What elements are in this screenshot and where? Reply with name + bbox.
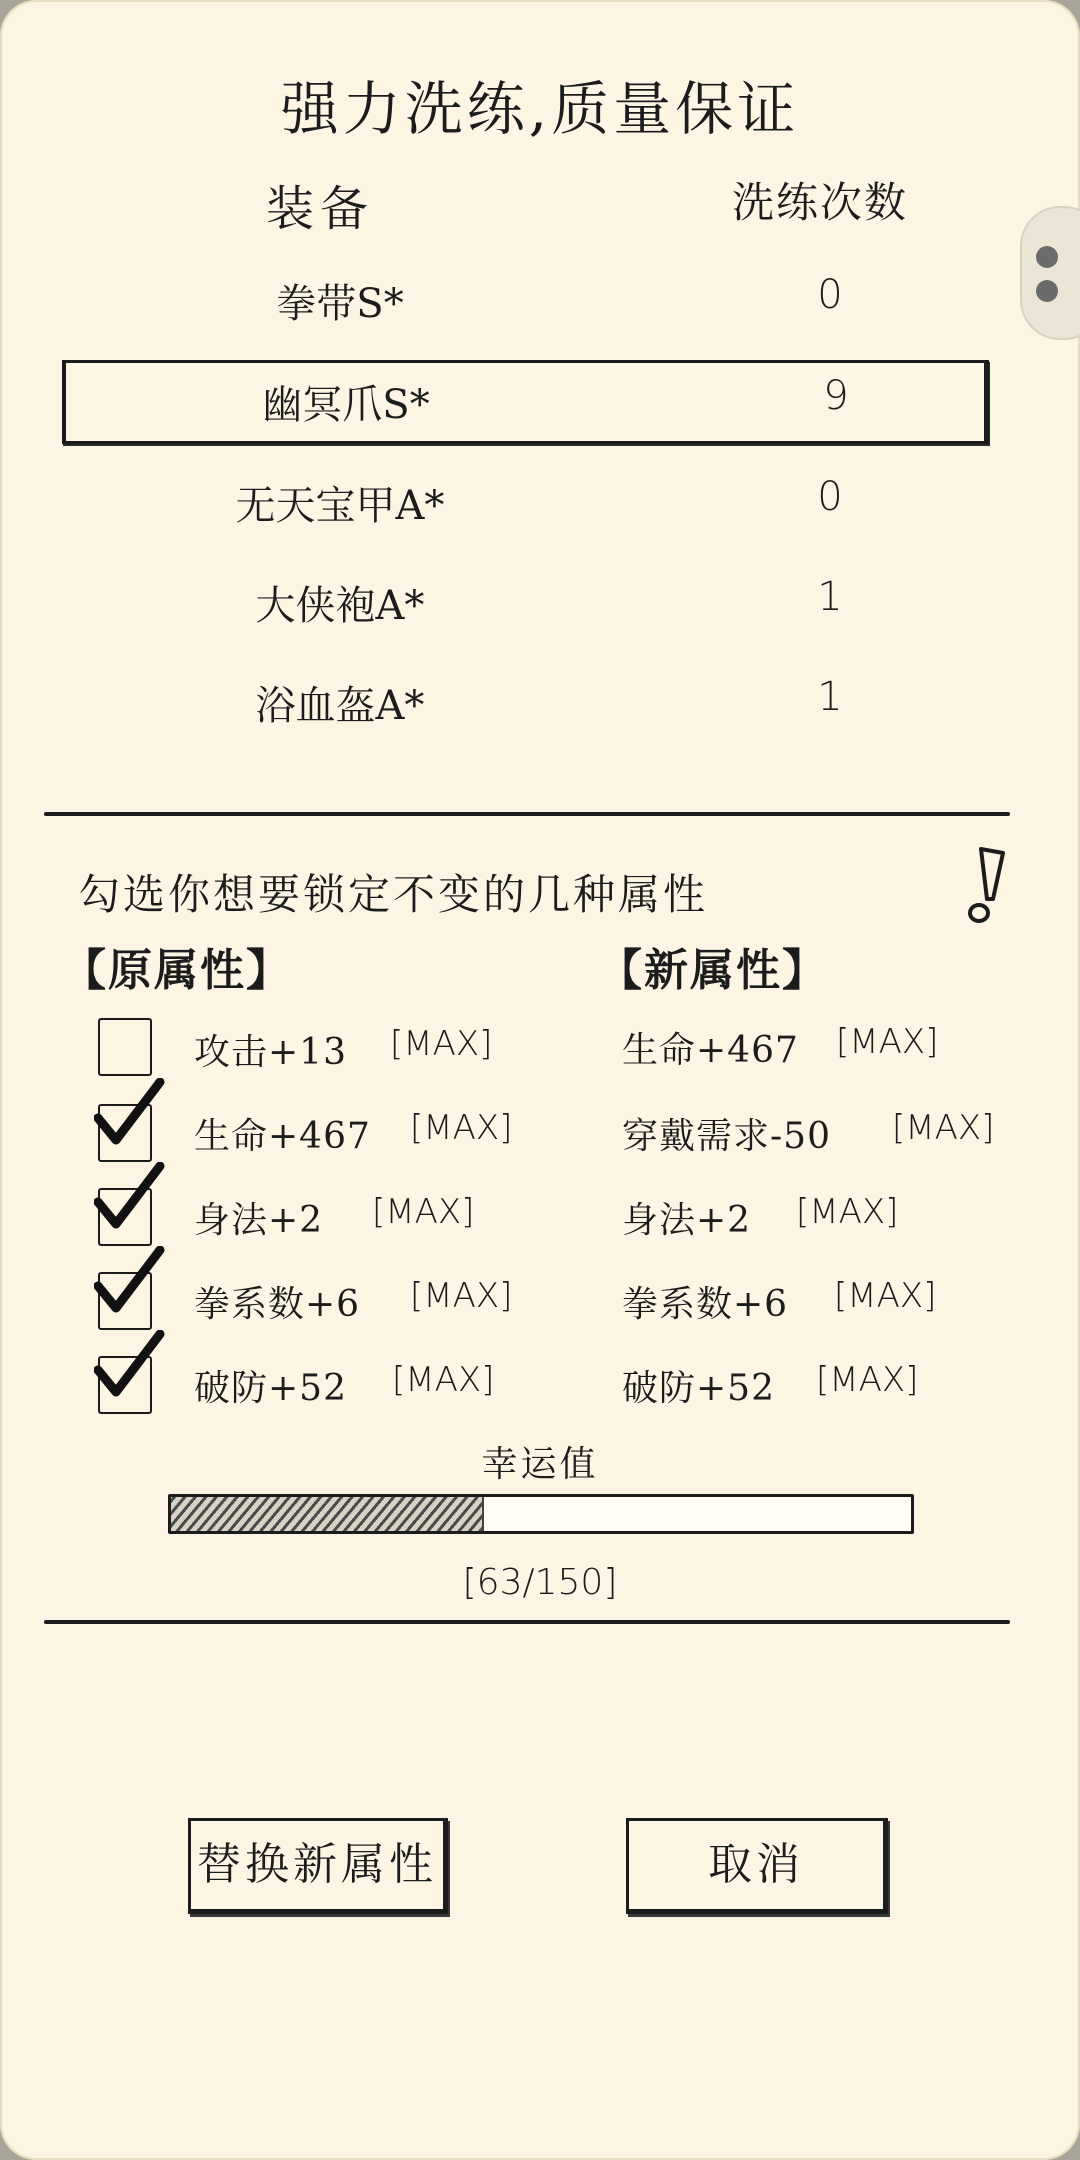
attribute-text: 身法+2: [622, 1200, 752, 1241]
luck-value: [63/150]: [462, 1562, 618, 1603]
equipment-row[interactable]: [60, 564, 990, 642]
lock-checkbox-checked[interactable]: [98, 1188, 152, 1246]
original-attribute-row: [0, 1356, 560, 1426]
new-attributes-header: 【新属性】: [598, 945, 828, 996]
max-tag: [MAX]: [390, 1024, 493, 1064]
new-attribute-row: [560, 1356, 1060, 1426]
refine-count: 1: [817, 574, 843, 620]
equipment-row[interactable]: [60, 262, 990, 340]
equipment-row[interactable]: [60, 464, 990, 542]
luck-progress-bar: [168, 1494, 914, 1534]
max-tag: [MAX]: [410, 1276, 513, 1316]
max-tag: [MAX]: [796, 1192, 899, 1232]
attribute-text: 生命+467: [194, 1116, 371, 1157]
lock-checkbox[interactable]: [98, 1018, 152, 1076]
max-tag: [MAX]: [834, 1276, 937, 1316]
new-attribute-row: [560, 1188, 1060, 1258]
cancel-button[interactable]: 取消: [626, 1818, 888, 1914]
max-tag: [MAX]: [892, 1108, 995, 1148]
original-attributes-header: 【原属性】: [62, 945, 292, 996]
attribute-text: 破防+52: [194, 1368, 347, 1409]
attribute-text: 拳系数+6: [622, 1284, 789, 1325]
attribute-text: 破防+52: [622, 1368, 775, 1409]
original-attribute-row: [0, 1104, 560, 1174]
equipment-name: 浴血盔A*: [255, 683, 425, 729]
original-attribute-row: [0, 1188, 560, 1258]
new-attribute-row: [560, 1104, 1060, 1174]
original-attribute-row: [0, 1018, 560, 1088]
column-header-refine-count: 洗练次数: [731, 178, 908, 227]
attribute-text: 拳系数+6: [194, 1284, 361, 1325]
max-tag: [MAX]: [372, 1192, 475, 1232]
section-divider: [44, 1620, 1010, 1624]
max-tag: [MAX]: [410, 1108, 513, 1148]
attribute-text: 身法+2: [194, 1200, 324, 1241]
checkmark-icon: [94, 1246, 166, 1322]
equipment-name: 无天宝甲A*: [235, 483, 445, 529]
equipment-name: 幽冥爪S*: [262, 382, 430, 428]
page-title: 强力洗练,质量保证: [280, 75, 800, 143]
checkmark-icon: [94, 1162, 166, 1238]
lock-checkbox-checked[interactable]: [98, 1272, 152, 1330]
panda-float-icon[interactable]: [1020, 206, 1080, 340]
equipment-name: 拳带S*: [276, 281, 404, 327]
refine-count: 1: [817, 674, 843, 720]
equipment-name: 大侠袍A*: [255, 583, 425, 629]
attribute-text: 攻击+13: [194, 1032, 347, 1073]
replace-attributes-button[interactable]: 替换新属性: [188, 1818, 448, 1914]
max-tag: [MAX]: [836, 1022, 939, 1062]
lock-checkbox-checked[interactable]: [98, 1104, 152, 1162]
max-tag: [MAX]: [816, 1360, 919, 1400]
max-tag: [MAX]: [392, 1360, 495, 1400]
original-attribute-row: [0, 1272, 560, 1342]
column-header-equipment: 装备: [265, 181, 374, 237]
new-attribute-row: [560, 1018, 1060, 1088]
luck-label: 幸运值: [481, 1444, 599, 1485]
checkmark-icon: [94, 1330, 166, 1406]
checkmark-icon: [94, 1078, 166, 1154]
lock-hint-text: 勾选你想要锁定不变的几种属性: [78, 870, 709, 919]
equipment-row[interactable]: [60, 664, 990, 742]
refine-count: 0: [817, 272, 843, 318]
lock-checkbox-checked[interactable]: [98, 1356, 152, 1414]
new-attribute-row: [560, 1272, 1060, 1342]
attribute-text: 生命+467: [622, 1030, 799, 1071]
refine-count: 0: [817, 474, 843, 520]
section-divider: [44, 812, 1010, 816]
refine-count: 9: [823, 373, 849, 419]
equipment-row-selected[interactable]: [62, 360, 989, 444]
luck-progress-fill: [171, 1497, 484, 1531]
attribute-text: 穿戴需求-50: [622, 1116, 831, 1157]
exclamation-icon: [965, 845, 1009, 925]
